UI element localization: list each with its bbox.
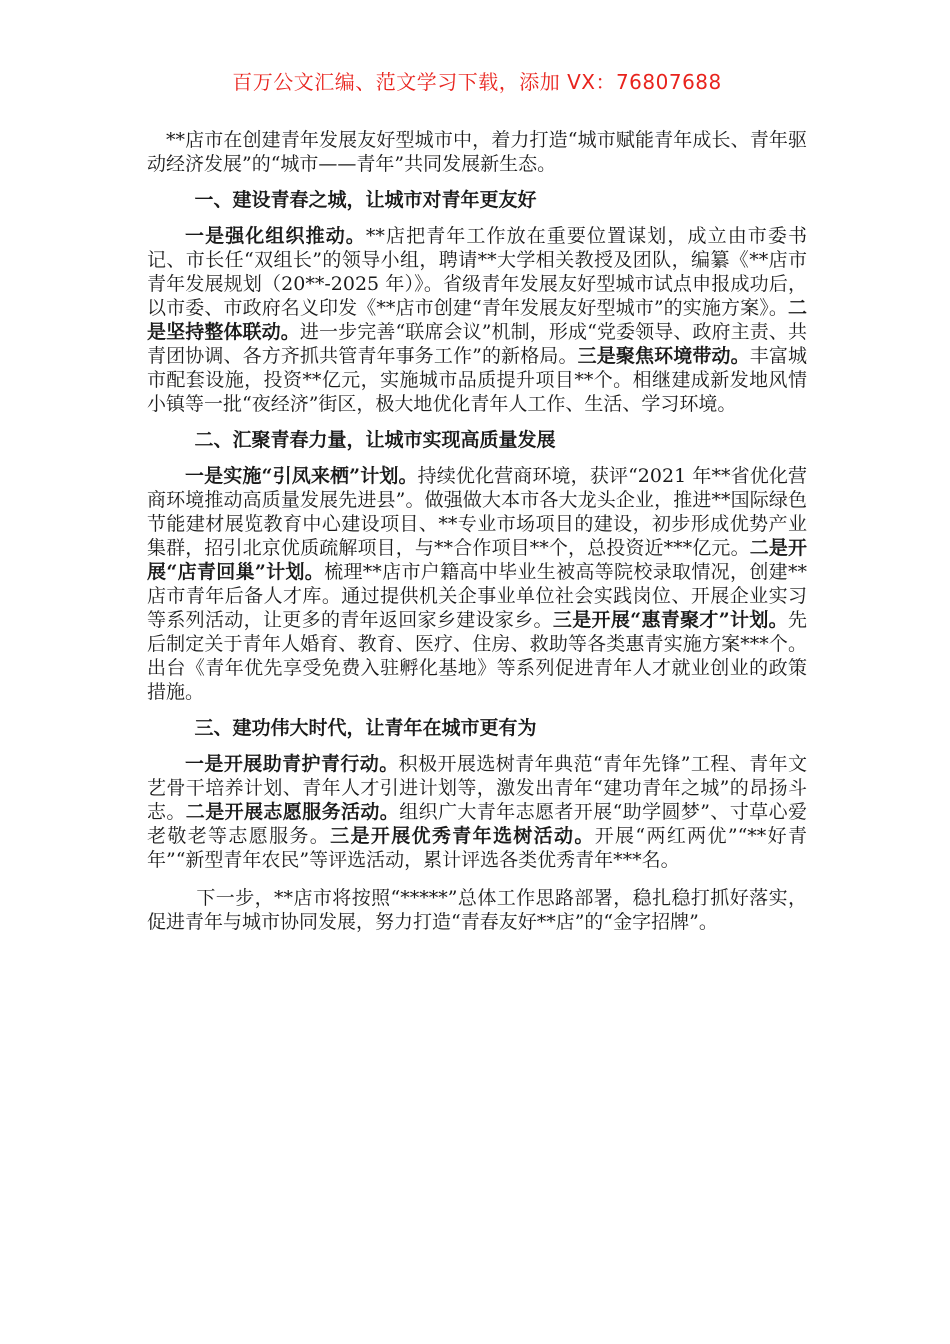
promo-banner: 百万公文汇编、范文学习下载，添加 VX：76807688 — [232, 70, 722, 94]
section-2-point-1-text: 持续优化营商环境，获评“2021 年**省优化营商环境推动高质量发展先进县”。做强做大本市各大龙头企业，推进**国际绿色节能建材展览教育中心建设项目、**专业市场项目的建设，初步形成优势产业集群，招引北京优质疏解项目，与**合作项目**个，总投资近***亿元。 — [147, 465, 808, 559]
section-2-point-2-lead: 二是开展“店青回巢”计划。 — [147, 537, 807, 583]
section-1-point-3-lead: 三是聚焦环境带动。 — [577, 345, 750, 367]
section-2-heading: 二、汇聚青春力量，让城市实现高质量发展 — [194, 429, 556, 451]
section-2-point-3-text: 先后制定关于青年人婚育、教育、医疗、住房、救助等各类惠青实施方案***个。出台《青年优先享受免费入驻孵化基地》等系列促进青年人才就业创业的政策措施。 — [147, 609, 807, 703]
section-3-paragraph — [147, 752, 807, 872]
section-3-point-1-lead: 一是开展助青护青行动。 — [185, 753, 399, 775]
section-1-paragraph — [147, 224, 807, 416]
section-1-point-2-text: 进一步完善“联席会议”机制，形成“党委领导、政府主责、共青团协调、各方齐抓共管青年事务工作”的新格局。 — [147, 321, 807, 367]
section-2-point-3-lead: 三是开展“惠青聚才”计划。 — [552, 609, 788, 631]
closing-paragraph: 下一步，**店市将按照“*****”总体工作思路部署，稳扎稳打抓好落实，促进青年与城市协同发展，努力打造“青春友好**店”的“金字招牌”。 — [147, 887, 807, 933]
section-1-point-1-text: **店把青年工作放在重要位置谋划，成立由市委书记、市长任“双组长”的领导小组，聘请**大学相关教授及团队，编纂《**店市青年发展规划（20**-2025 年）》。省级青年发展友好型城市试点申报成功后，以市委、市政府名义印发《**店市创建“青年发展友好型城市”的实施方案》。 — [147, 225, 807, 319]
section-3-point-3-lead: 三是开展优秀青年选树活动。 — [330, 825, 595, 847]
document-body — [147, 128, 807, 946]
section-2-point-2-text: 梳理**店市户籍高中毕业生被高等院校录取情况，创建**店市青年后备人才库。通过提供机关企事业单位社会实践岗位、开展企业实习等系列活动，让更多的青年返回家乡建设家乡。 — [147, 561, 807, 631]
intro-paragraph: **店市在创建青年发展友好型城市中，着力打造“城市赋能青年成长、青年驱动经济发展”的“城市——青年”共同发展新生态。 — [147, 129, 807, 175]
section-3-point-3-text: 开展“两红两优”“**好青年”“新型青年农民”等评选活动，累计评选各类优秀青年***名。 — [147, 825, 807, 871]
section-3-point-1-text: 积极开展选树青年典范“青年先锋”工程、青年文艺骨干培养计划、青年人才引进计划等，激发出青年“建功青年之城”的昂扬斗志。 — [147, 753, 807, 823]
section-1-point-1-lead: 一是强化组织推动。 — [185, 225, 366, 247]
section-2-paragraph — [147, 464, 807, 704]
section-3-point-2-lead: 二是开展志愿服务活动。 — [185, 801, 400, 823]
section-1-heading: 一、建设青春之城，让城市对青年更友好 — [194, 189, 537, 211]
section-1-point-2-lead: 二是坚持整体联动。 — [147, 297, 807, 343]
section-3-heading: 三、建功伟大时代，让青年在城市更有为 — [194, 717, 537, 739]
section-2-point-1-lead: 一是实施“引凤来栖”计划。 — [185, 465, 418, 487]
section-3-point-2-text: 组织广大青年志愿者开展“助学圆梦”、寸草心爱老敬老等志愿服务。 — [147, 801, 807, 847]
section-1-point-3-text: 丰富城市配套设施，投资**亿元，实施城市品质提升项目**个。相继建成新发地风情小镇等一批“夜经济”街区，极大地优化青年人工作、生活、学习环境。 — [147, 345, 807, 415]
